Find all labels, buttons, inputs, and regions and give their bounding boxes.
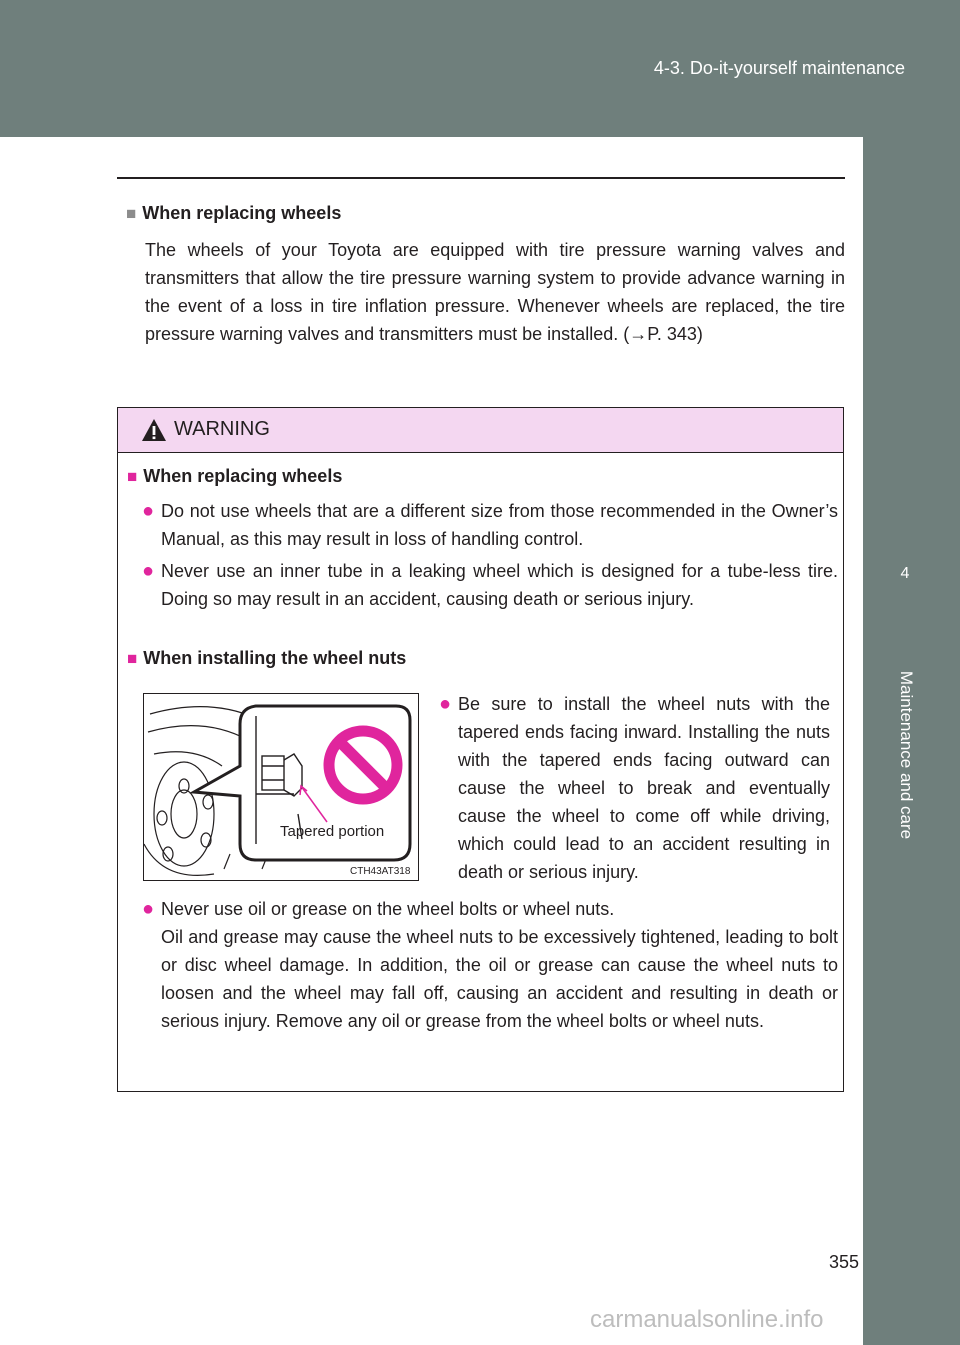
top-rule [117,177,845,179]
warning-bullet: ● Do not use wheels that are a different size from those recommended in the Owner’s Manual, as this may result in loss of handling control. [142,497,838,553]
figure-caption: Tapered portion [280,823,385,840]
circle-bullet-icon: ● [142,898,155,920]
warning-bullet: ● Never use an inner tube in a leaking wheel which is designed for a tube-less tire. Doing so may result in an accident, causing death or serious injury. [142,557,838,613]
circle-bullet-icon: ● [142,560,155,582]
warning-header [118,408,843,453]
square-bullet-icon: ■ [127,649,138,668]
chapter-title: Maintenance and care [897,670,916,840]
watermark: carmanualsonline.info [590,1306,824,1333]
section-heading [126,203,341,224]
section-heading-text: When replacing wheels [142,203,342,223]
warning-subheading: ■ When installing the wheel nuts [127,648,407,668]
figure-code: CTH43AT318 [350,866,411,877]
section-body: The wheels of your Toyota are equipped with tire pressure warning valves and transmitters that allow the tire pressure warning system to provide advance warning in the event of a loss in tire inflation pressure. Whenever wheels are replaced, the tire pressure warning valves and transmitters must be installed. (→P. 343) [145,240,845,344]
warning-box [117,407,844,1092]
warning-bullet: ● Never use oil or grease on the wheel bolts or wheel nuts. Oil and grease may cause the wheel nuts to be excessively tightened, leading to bolt or disc wheel damage. In addition, the oil or grease can cause the wheel nuts to loosen and the wheel may fall off, causing an accident and resulting in death or serious injury. Remove any oil or grease from the wheel bolts or wheel nuts. [142,895,838,1035]
warning-subheading: ■ When replacing wheels [127,466,343,486]
warning-triangle-icon [141,418,167,442]
wheel-nut-illustration [143,693,419,881]
circle-bullet-icon: ● [439,693,452,715]
chapter-number: 4 [900,565,910,582]
square-bullet-icon: ■ [127,467,138,486]
page-number: 355 [829,1252,860,1272]
warning-title: WARNING [174,418,270,440]
wheel-nut-drawing [144,694,418,880]
circle-bullet-icon: ● [142,500,155,522]
square-bullet-icon: ■ [126,204,137,223]
warning-bullet: ● Be sure to install the wheel nuts with the tapered ends facing inward. Installing the nuts with the tapered ends facing outward can cause the wheel to break and eventually cause the wheel to come off while driving, which could lead to an accident resulting in death or serious injury. [439,690,830,886]
running-header: 4-3. Do-it-yourself maintenance [653,58,905,78]
